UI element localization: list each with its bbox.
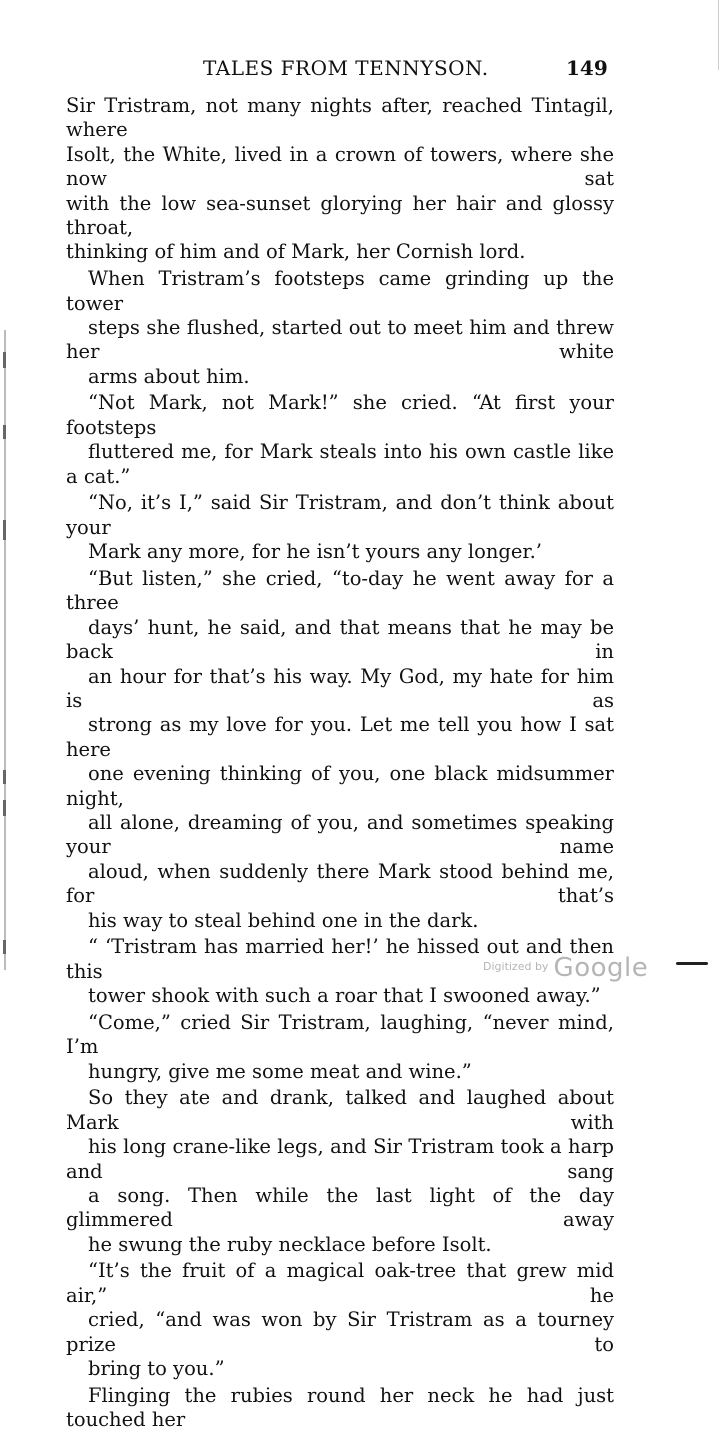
- paragraph: [66, 94, 614, 265]
- text-line: hungry, give me some meat and wine.”: [88, 1059, 472, 1083]
- text-line: one evening thinking of you, one black midsummer night,: [66, 762, 614, 810]
- running-title: TALES FROM TENNYSON.: [203, 56, 489, 80]
- gutter-mark: [3, 520, 6, 540]
- text-line: a song. Then while the last light of the day glimmered away: [66, 1183, 614, 1232]
- text-line: fluttered me, for Mark steals into his own castle like a cat.”: [66, 440, 614, 488]
- text-line: “ ‘Tristram has married her!’ he hissed out and then this: [66, 935, 614, 983]
- paragraph: [66, 491, 614, 564]
- page-edge-mark: [676, 962, 708, 965]
- text-line: “But listen,” she cried, “to-day he went away for a three: [66, 566, 614, 615]
- text-line: strong as my love for you. Let me tell you how I sat here: [66, 713, 614, 761]
- text-line: his way to steal behind one in the dark.: [88, 908, 479, 932]
- watermark-prefix: Digitized by: [483, 960, 549, 973]
- paragraph: [66, 567, 614, 933]
- paragraph: [66, 1086, 614, 1257]
- gutter-mark: [3, 770, 6, 784]
- text-line: “It’s the fruit of a magical oak-tree that grew mid air,” he: [66, 1259, 614, 1307]
- gutter-mark: [3, 425, 6, 439]
- text-line: Isolt, the White, lived in a crown of towers, where she now sat: [66, 142, 614, 191]
- paragraph: [66, 1011, 614, 1084]
- text-line: arms about him.: [88, 364, 250, 388]
- text-line: Flinging the rubies round her neck he had just touched her: [66, 1383, 614, 1432]
- paragraph: [66, 1259, 614, 1381]
- text-line: “Not Mark, not Mark!” she cried. “At first your footsteps: [66, 391, 614, 439]
- paragraph: [66, 391, 614, 489]
- text-line: Sir Tristram, not many nights after, reached Tintagil, where: [66, 94, 614, 142]
- text-line: Mark any more, for he isn’t yours any longer.’: [88, 540, 543, 564]
- paragraph: [66, 267, 614, 389]
- text-line: “No, it’s I,” said Sir Tristram, and don’t think about your: [66, 491, 614, 539]
- paragraph: [66, 1384, 614, 1433]
- text-line: When Tristram’s footsteps came grinding up the tower: [66, 267, 614, 315]
- google-logo: Google: [553, 953, 649, 983]
- digitized-watermark: [483, 953, 648, 983]
- text-line: bring to you.”: [88, 1357, 225, 1381]
- text-line: an hour for that’s his way. My God, my hate for him is as: [66, 664, 614, 712]
- page-number: 149: [566, 56, 608, 80]
- gutter-mark: [3, 800, 6, 816]
- text-line: “Come,” cried Sir Tristram, laughing, “never mind, I’m: [66, 1010, 614, 1059]
- text-line: steps she flushed, started out to meet him and threw her white: [66, 315, 614, 364]
- text-line: with the low sea-sunset glorying her hair and glossy throat,: [66, 191, 614, 240]
- text-line: tower shook with such a roar that I swooned away.”: [88, 984, 601, 1008]
- text-line: all alone, dreaming of you, and sometimes speaking your name: [66, 810, 614, 859]
- page-header: [0, 52, 726, 84]
- text-line: days’ hunt, he said, and that means that he may be back in: [66, 615, 614, 664]
- gutter-mark: [3, 940, 6, 954]
- text-line: he swung the ruby necklace before Isolt.: [88, 1232, 492, 1256]
- text-line: cried, “and was won by Sir Tristram as a tourney prize to: [66, 1308, 614, 1356]
- text-line: his long crane-like legs, and Sir Tristram took a harp and sang: [66, 1135, 614, 1183]
- text-line: aloud, when suddenly there Mark stood behind me, for that’s: [66, 859, 614, 908]
- text-line: So they ate and drank, talked and laughed about Mark with: [66, 1086, 614, 1134]
- gutter-mark: [3, 352, 6, 368]
- text-line: thinking of him and of Mark, her Cornish lord.: [66, 240, 526, 264]
- body-text: [66, 94, 614, 1435]
